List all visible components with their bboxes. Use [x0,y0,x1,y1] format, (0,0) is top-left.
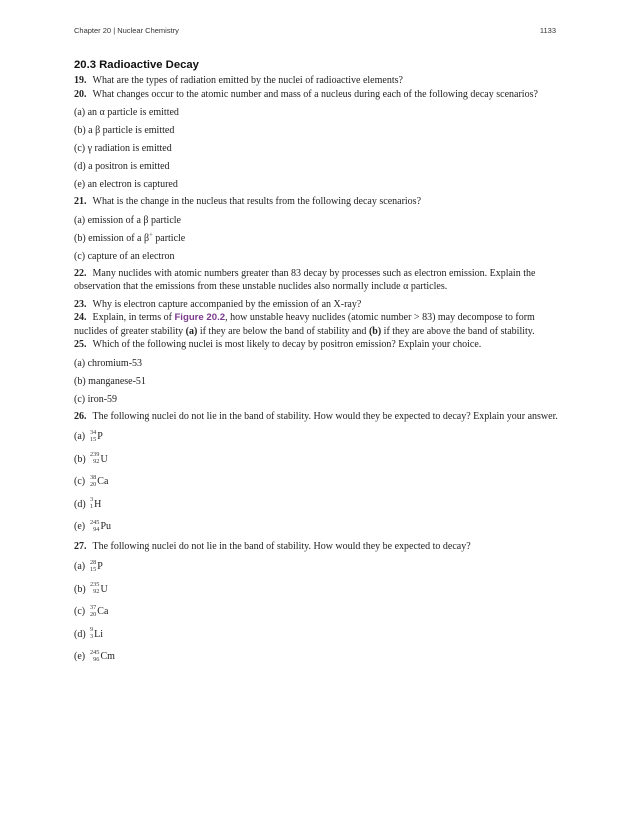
element-symbol: Ca [97,476,109,488]
question-text: , how unstable heavy nuclides (atomic number > 83) may decompose to form nuclides of greater stability [74,312,535,337]
question-text: Many nuclides with atomic numbers greater than 83 decay by processes such as electron emission. Explain the observation that the emissions from these unstable nuclides also normally include α particles. [74,267,536,292]
nuclide-option [74,648,560,666]
element-symbol: P [97,431,103,443]
page-number: 1133 [539,26,556,35]
option-a: (a) chromium-53 [74,357,143,369]
element-symbol: U [100,583,108,595]
atomic-number: 20 [90,610,97,618]
nuclide-symbol [90,520,111,534]
option-b: (b) manganese-51 [74,375,146,387]
nuclide-symbol [90,605,108,619]
element-symbol: Ca [97,606,109,618]
atomic-number: 1 [90,503,94,511]
nuclide-symbol [90,560,103,574]
question-27 [74,540,560,554]
option-text: particle [152,232,186,244]
mass-number: 239 [90,451,100,459]
option-c: (c) iron-59 [74,393,118,405]
question-text: The following nuclei do not lie in the band of stability. How would they be expected to decay? Explain your answer. [92,410,558,422]
nuclide-option [74,473,560,491]
nuclide-option [74,451,560,469]
part-label: (a) [185,325,198,337]
charge-superscript: + [149,231,153,239]
option-label: (a) [74,561,86,573]
mass-number: 235 [90,581,100,589]
option-e: (e) an electron is captured [74,179,178,190]
section-title: 20.3 Radioactive Decay [74,59,199,71]
option-text: (b) emission of a β [74,232,150,244]
option-label: (b) [74,453,86,465]
option-c: (c) γ radiation is emitted [74,143,172,154]
mass-number: 3 [90,496,94,504]
question-number: 21. [74,196,87,207]
question-number: 20. [74,88,87,100]
option-d: (d) a positron is emitted [74,161,170,172]
option-a: (a) an α particle is emitted [74,107,179,118]
nuclide-option [74,496,560,514]
question-text: if they are below the band of stability and [197,325,369,337]
element-symbol: H [94,498,102,510]
option-label: (c) [74,476,86,488]
atomic-number: 92 [93,588,100,596]
exercise-list [74,58,560,666]
option-b [74,232,560,245]
option-label: (d) [74,498,86,510]
question-24 [74,311,560,338]
atomic-number: 94 [93,525,100,533]
option-b: (b) a β particle is emitted [74,125,175,136]
question-22 [74,267,560,294]
nuclide-option [74,518,560,536]
question-text: Explain, in terms of [92,312,175,323]
nuclide-option [74,428,560,446]
question-number: 19. [74,75,87,86]
question-26 [74,410,560,424]
element-symbol: Li [94,628,104,640]
nuclide-option [74,603,560,621]
option-label: (c) [74,606,86,618]
nuclide-symbol [90,627,103,641]
option-label: (e) [74,651,86,663]
question-20 [74,88,560,102]
nuclide-symbol [90,650,115,664]
element-symbol: P [97,561,103,573]
mass-number: 245 [90,518,100,526]
nuclide-symbol [90,582,108,596]
option-label: (a) [74,431,86,443]
question-number: 23. [74,298,87,310]
option-label: (e) [74,521,86,533]
mass-number: 9 [90,626,94,634]
element-symbol: U [100,453,108,465]
mass-number: 28 [90,558,97,566]
question-text: if they are above the band of stability. [381,325,535,337]
chapter-header: Chapter 20 | Nuclear Chemistry [74,26,179,35]
figure-link[interactable]: Figure 20.2 [174,312,226,323]
nuclide-symbol [90,452,108,466]
question-text: What are the types of radiation emitted by the nuclei of radioactive elements? [92,75,403,86]
question-21 [74,195,560,209]
question-number: 25. [74,339,87,350]
mass-number: 245 [90,648,100,656]
nuclide-symbol [90,475,108,489]
question-text: Which of the following nuclei is most likely to decay by positron emission? Explain your choice. [92,339,482,350]
option-label: (b) [74,583,86,595]
atomic-number: 20 [90,480,97,488]
nuclide-option [74,626,560,644]
question-text: What changes occur to the atomic number and mass of a nucleus during each of the following decay scenarios? [92,88,538,100]
atomic-number: 15 [90,435,97,443]
atomic-number: 15 [90,565,97,573]
question-25 [74,338,560,352]
question-number: 22. [74,267,87,279]
atomic-number: 92 [93,458,100,466]
part-label: (b) [368,325,382,337]
nuclide-symbol [90,497,101,511]
atomic-number: 96 [93,655,100,663]
nuclide-symbol [90,430,103,444]
mass-number: 34 [90,428,97,436]
mass-number: 38 [90,473,97,481]
question-23 [74,298,560,312]
nuclide-option [74,558,560,576]
mass-number: 37 [90,603,97,611]
question-number: 24. [74,312,87,323]
option-c: (c) capture of an electron [74,250,175,262]
atomic-number: 3 [90,633,94,641]
element-symbol: Pu [100,521,112,533]
running-header [74,26,556,35]
element-symbol: Cm [100,651,115,663]
question-text: Why is electron capture accompanied by the emission of an X-ray? [92,298,362,310]
option-label: (d) [74,628,86,640]
question-text: The following nuclei do not lie in the band of stability. How would they be expected to decay? [92,540,471,552]
option-a: (a) emission of a β particle [74,214,181,226]
question-number: 27. [74,540,87,552]
question-number: 26. [74,410,87,422]
nuclide-option [74,581,560,599]
question-text: What is the change in the nucleus that results from the following decay scenarios? [92,196,422,207]
question-19 [74,74,560,88]
